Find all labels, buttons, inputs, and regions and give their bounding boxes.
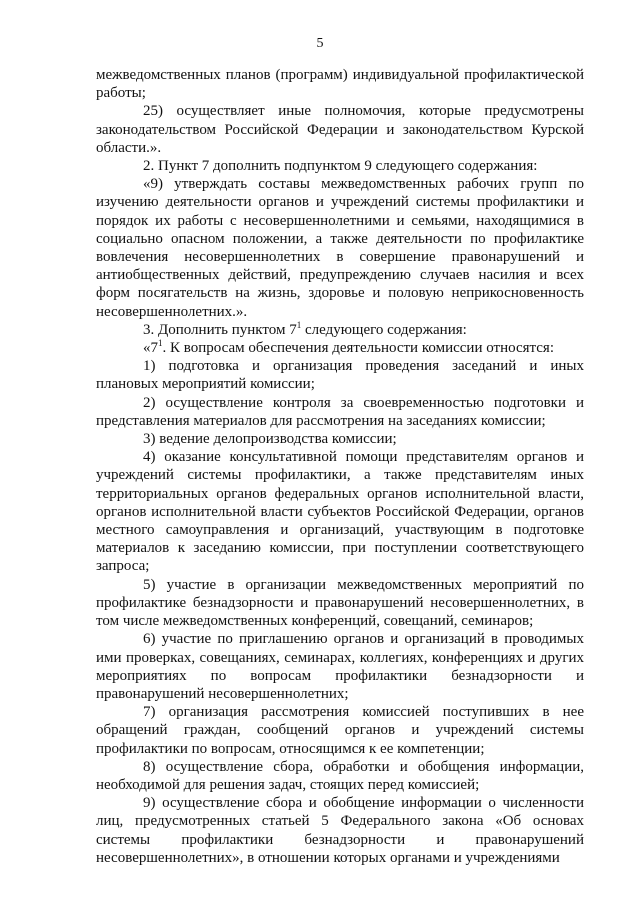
- amendment-3-text: 3. Дополнить пунктом 7: [143, 321, 297, 338]
- superscript-one: 1: [296, 319, 302, 330]
- section-7-1-text: . К вопросам обеспечения деятельности комиссии относятся:: [162, 340, 554, 357]
- document-body: [96, 66, 584, 867]
- superscript-one: 1: [158, 338, 163, 349]
- amendment-3-text-end: следующего содержания:: [301, 321, 467, 338]
- paragraph-amendment-2: 2. Пункт 7 дополнить подпунктом 9 следующего содержания:: [143, 158, 538, 175]
- paragraph-item-25: 25) осуществляет иные полномочия, которые предусмотрены законодательством Российской Федерации и законодательством Курской области.».: [96, 103, 584, 156]
- paragraph-list-item-5: 5) участие в организации межведомственных мероприятий по профилактике безнадзорности и правонарушений несовершеннолетних, в том числе межведомственных конференций, совещаний, семинаров;: [96, 576, 584, 630]
- paragraph-amendment-3: [96, 321, 584, 339]
- section-7-1-number: «7: [143, 340, 158, 357]
- paragraph-list-item-7: 7) организация рассмотрения комиссией поступивших в нее обращений граждан, сообщений органов и учреждений системы профилактики по вопросам, относящимся к ее компетенции;: [96, 704, 584, 757]
- paragraph-list-item-2: 2) осуществление контроля за своевременностью подготовки и представления материалов для рассмотрения на заседаниях комиссии;: [96, 394, 584, 429]
- paragraph-list-item-8: 8) осуществление сбора, обработки и обобщения информации, необходимой для решения задач, стоящих перед комиссией;: [96, 758, 584, 793]
- paragraph-list-item-9: 9) осуществление сбора и обобщение информации о численности лиц, предусмотренных статьей 5 Федерального закона «Об основах системы профилактики безнадзорности и правонарушений несовершеннолетних», в отношении которых органами и учреждениями: [96, 795, 584, 866]
- paragraph-list-item-4: 4) оказание консультативной помощи представителям органов и учреждений системы профилактики, а также представителям иных территориальных органов федеральных органов исполнительной власти, органов исполнительной власти субъектов Российской Федерации, органов местного самоуправления и организаций, участвующим в подготовке материалов к заседанию комиссии, при поступлении соответствующего запроса;: [96, 449, 584, 575]
- paragraph-section-7-1: [96, 339, 584, 357]
- paragraph-continuation: межведомственных планов (программ) индивидуальной профилактической работы;: [96, 67, 584, 102]
- paragraph-list-item-6: 6) участие по приглашению органов и организаций в проводимых ими проверках, совещаниях, семинарах, коллегиях, конференциях и других мероприятиях по вопросам профилактики безнадзорности и правонарушений несовершеннолетних;: [96, 631, 584, 702]
- page-number: 5: [316, 36, 324, 51]
- paragraph-subitem-9: «9) утверждать составы межведомственных рабочих групп по изучению деятельности органов и учреждений системы профилактики и порядок их работы с несовершеннолетними и семьями, находящимися в социально опасном положении, а также деятельности по профилактике вовлечения несовершеннолетних в совершение правонарушений и антиобщественных действий, предупреждению случаев насилия и всех форм посягательств на жизнь, здоровье и половую неприкосновенность несовершеннолетних.».: [96, 176, 584, 320]
- paragraph-list-item-3: 3) ведение делопроизводства комиссии;: [143, 431, 397, 448]
- paragraph-list-item-1: 1) подготовка и организация проведения заседаний и иных плановых мероприятий комиссии;: [96, 358, 584, 393]
